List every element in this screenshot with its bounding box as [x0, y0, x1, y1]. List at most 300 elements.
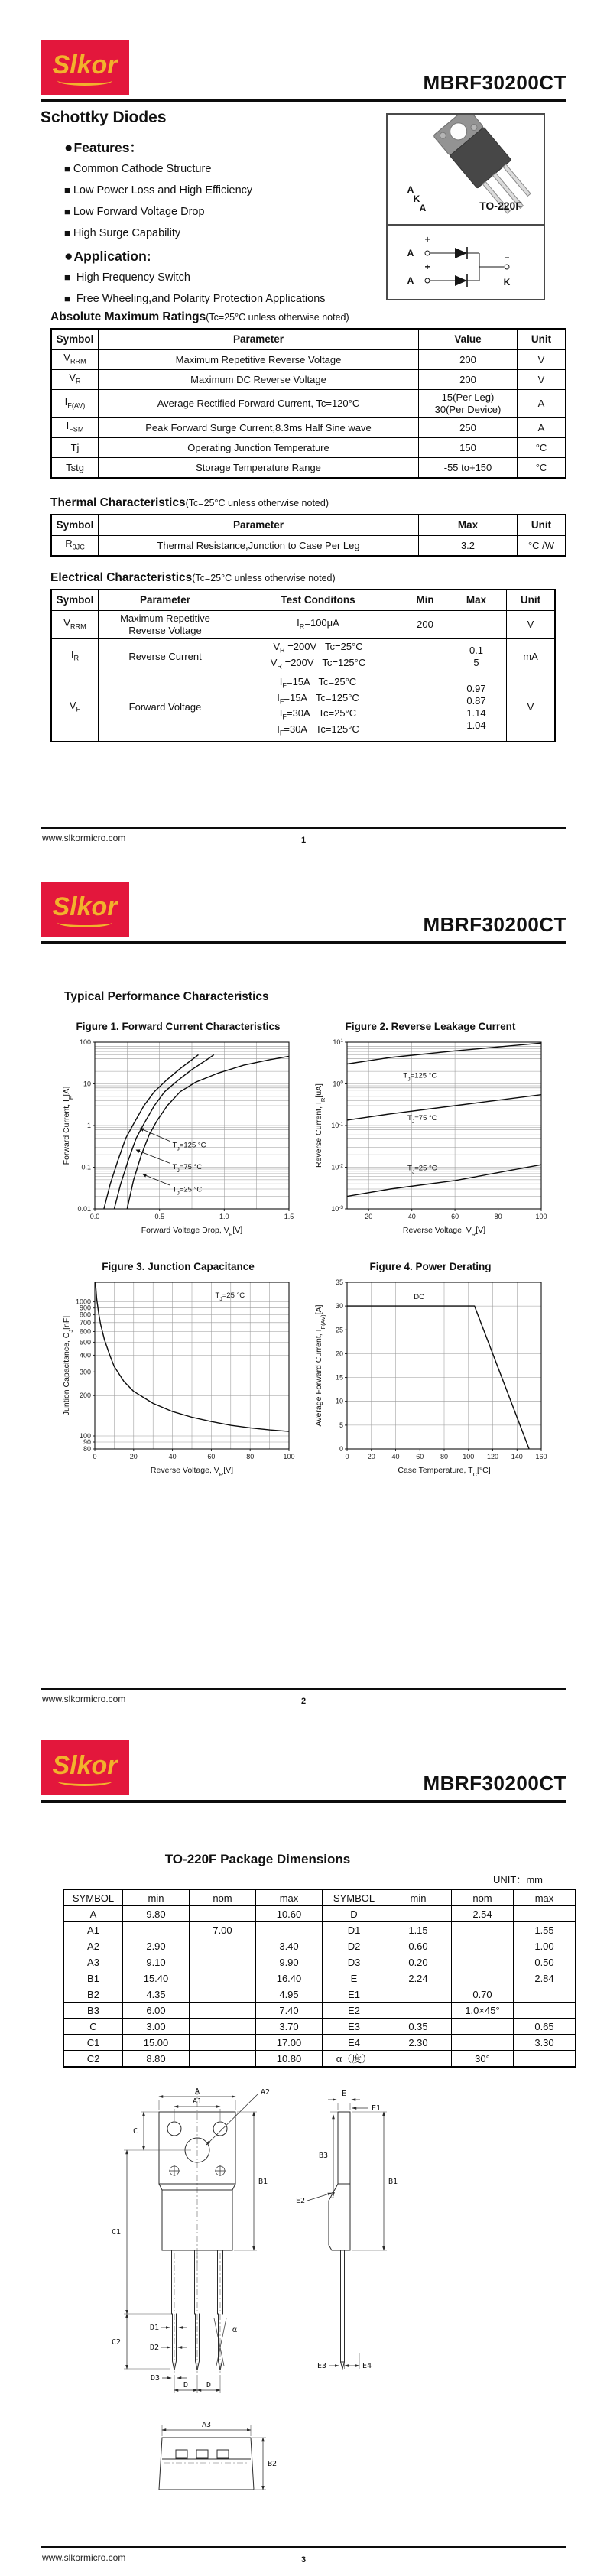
cell: °C /W	[518, 536, 566, 557]
figure-3-chart	[60, 1276, 297, 1476]
dim-label: E	[341, 2090, 347, 2098]
cell	[452, 1970, 514, 1986]
dim-label: D1	[149, 2324, 159, 2332]
datasheet-page-1	[0, 0, 607, 859]
feature-text: Common Cathode Structure	[73, 163, 212, 175]
table-row	[51, 390, 566, 418]
cell	[190, 1938, 256, 1954]
svg-text:30: 30	[335, 1302, 343, 1311]
application-heading	[64, 249, 378, 265]
list-item	[64, 163, 378, 175]
cell	[190, 1906, 256, 1922]
cell: 2.84	[514, 1970, 576, 1986]
dim-label: E3	[316, 2362, 326, 2370]
features-heading	[64, 138, 378, 157]
cell: 0.20	[385, 1954, 452, 1970]
cell: B1	[63, 1970, 123, 1986]
cell: 17.00	[256, 2035, 323, 2051]
cell: 1.0×45°	[452, 2003, 514, 2019]
cell: Tstg	[51, 458, 99, 479]
table-row	[51, 458, 566, 479]
cell: α（度）	[323, 2051, 385, 2068]
column-header: min	[385, 1889, 452, 1906]
header-row	[51, 590, 555, 611]
list-item	[64, 206, 378, 218]
cell	[452, 2019, 514, 2035]
cell	[190, 2019, 256, 2035]
header-rule	[41, 941, 566, 944]
svg-text:Case Temperature, TC[°C]: Case Temperature, $T_C[^\circ C]$	[398, 1466, 491, 1476]
cell	[256, 1922, 323, 1938]
svg-text:20: 20	[335, 1350, 343, 1358]
svg-text:Reverse Current, IR[uA]: Reverse Current, $I_R[uA]$	[314, 1083, 326, 1168]
cell: 8.80	[123, 2051, 190, 2068]
bullet-square-icon: ■	[64, 206, 70, 217]
package-outline-drawing	[69, 2084, 543, 2503]
figure-3-title: Figure 3. Junction Capacitance	[102, 1261, 255, 1272]
svg-text:80: 80	[246, 1453, 255, 1460]
cell: $I_R$	[51, 639, 99, 674]
svg-text:TJ=75 °C: $T_J=75$ °C	[407, 1113, 437, 1125]
page-header	[41, 1740, 566, 1803]
cell: E2	[323, 2003, 385, 2019]
cell: A2	[63, 1938, 123, 1954]
cell	[190, 1970, 256, 1986]
cell: 10.80	[256, 2051, 323, 2068]
dimensions-table	[63, 1889, 576, 2068]
cell	[385, 2051, 452, 2068]
cell	[190, 2051, 256, 2068]
cell: $V_{RRM}$	[51, 611, 99, 639]
thermal-table	[50, 514, 566, 557]
column-header: Symbol	[51, 515, 99, 536]
cell: Operating Junction Temperature	[99, 438, 419, 458]
cell: Tj	[51, 438, 99, 458]
figure-1-title: Figure 1. Forward Current Characteristics	[76, 1021, 281, 1032]
cell	[385, 1906, 452, 1922]
svg-text:10-3: $10^{-3}$	[331, 1204, 343, 1213]
cell	[452, 1922, 514, 1938]
cell: V	[518, 370, 566, 390]
cell	[123, 1922, 190, 1938]
dim-label: α	[232, 2326, 238, 2334]
svg-text:10-2: $10^{-2}$	[331, 1163, 343, 1171]
cell: B2	[63, 1986, 123, 2003]
table-row	[63, 1954, 576, 1970]
cathode-label: K	[503, 277, 511, 287]
package-panel	[386, 113, 545, 300]
svg-text:20: 20	[129, 1453, 138, 1460]
svg-text:TJ=75 °C: $T_J=75$ °C	[172, 1163, 203, 1174]
page-header	[41, 40, 566, 102]
dim-label: D	[206, 2381, 212, 2389]
cell: A	[518, 390, 566, 418]
dim-label: E1	[372, 2104, 381, 2113]
cell	[190, 2003, 256, 2019]
svg-text:80: 80	[440, 1453, 449, 1460]
svg-text:100: $10^0$	[333, 1080, 343, 1088]
svg-text:Average Forward Current, IF(AV: Average Forward Current, $I_{F(AV)}[A]$	[314, 1304, 326, 1427]
dim-label: B3	[318, 2152, 328, 2160]
cell: 250	[419, 418, 518, 438]
cell: $V_R =200V$ Tc=25°C $V_R =200V$ Tc=125°C	[232, 639, 404, 674]
package-dimensions-heading: TO-220F Package Dimensions	[164, 1852, 351, 1866]
figure-2-chart	[312, 1036, 549, 1236]
table-row	[63, 1938, 576, 1954]
cell: Maximum DC Reverse Voltage	[99, 370, 419, 390]
footer-rule	[41, 1688, 566, 1690]
cell	[385, 1986, 452, 2003]
cell: A1	[63, 1922, 123, 1938]
cell: Maximum Repetitive Reverse Voltage	[99, 350, 419, 370]
table-row	[63, 1922, 576, 1938]
cell: D1	[323, 1922, 385, 1938]
svg-text:10-1: $10^{-1}$	[331, 1121, 343, 1129]
cell: °C	[518, 458, 566, 479]
svg-text:Juntion Capacitance, CJ[nF]: Juntion Capacitance, $C_J[nF]$	[62, 1315, 74, 1416]
cell	[190, 1986, 256, 2003]
column-header: Symbol	[51, 590, 99, 611]
bullet-square-icon: ■	[64, 227, 70, 239]
table-row	[63, 2051, 576, 2068]
header-row	[51, 329, 566, 350]
cell: Thermal Resistance,Junction to Case Per Leg	[99, 536, 419, 557]
cell: 1.55	[514, 1922, 576, 1938]
cell: 0.60	[385, 1938, 452, 1954]
cell: V	[518, 350, 566, 370]
svg-text:Reverse Voltage, VR[V]: Reverse Voltage, $V_R[V]$	[402, 1226, 486, 1236]
column-header: Symbol	[51, 329, 99, 350]
cell: Forward Voltage	[99, 674, 232, 742]
dim-label: D2	[149, 2344, 159, 2352]
cell: 15.00	[123, 2035, 190, 2051]
cell	[446, 611, 507, 639]
table-row	[63, 1906, 576, 1922]
column-header: Min	[404, 590, 446, 611]
cell: -55 to+150	[419, 458, 518, 479]
column-header: SYMBOL	[63, 1889, 123, 1906]
svg-text:80: 80	[83, 1445, 91, 1453]
list-item	[64, 293, 378, 305]
pin-label-anode: A	[419, 203, 427, 213]
pin-label-cathode: K	[413, 193, 420, 204]
cell: E	[323, 1970, 385, 1986]
header-rule	[41, 1800, 566, 1803]
column-header: max	[514, 1889, 576, 1906]
part-number: MBRF30200CT	[423, 913, 566, 936]
figure-4-chart	[312, 1276, 549, 1476]
cell: E4	[323, 2035, 385, 2051]
table-row	[63, 2019, 576, 2035]
slkor-logo	[41, 40, 129, 95]
datasheet-page-3	[0, 1717, 607, 2576]
cell: 3.30	[514, 2035, 576, 2051]
svg-text:Forward Voltage Drop, VF[V]: Forward Voltage Drop, $V_F[V]$	[141, 1226, 243, 1236]
dim-label: E4	[362, 2362, 372, 2370]
svg-text:500: 500	[79, 1338, 91, 1346]
list-item	[64, 271, 378, 284]
svg-text:25: 25	[335, 1326, 343, 1334]
table-row	[51, 418, 566, 438]
slkor-logo	[41, 1740, 129, 1795]
cell: $I_{FSM}$	[51, 418, 99, 438]
thermal-title	[50, 496, 329, 510]
cell: 1.00	[514, 1938, 576, 1954]
svg-text:TJ=25 °C: $T_J=25$ °C	[407, 1164, 437, 1174]
cell	[452, 2035, 514, 2051]
cell: 4.95	[256, 1986, 323, 2003]
cell: E3	[323, 2019, 385, 2035]
table-row	[51, 674, 555, 742]
cell: C2	[63, 2051, 123, 2068]
abs-max-title	[50, 310, 349, 324]
svg-text:0: 0	[345, 1453, 349, 1460]
svg-text:10: 10	[335, 1397, 343, 1405]
column-header: Unit	[518, 515, 566, 536]
cell: Storage Temperature Range	[99, 458, 419, 479]
cell: 3.40	[256, 1938, 323, 1954]
package-name: TO-220F	[479, 200, 522, 212]
package-illustration	[388, 115, 544, 226]
cell: Average Rectified Forward Current, Tc=120°C	[99, 390, 419, 418]
svg-text:300: 300	[79, 1368, 91, 1376]
page-footer	[41, 1688, 566, 1710]
svg-text:1.5: 1.5	[284, 1213, 294, 1220]
svg-text:40: 40	[168, 1453, 177, 1460]
cell: 0.70	[452, 1986, 514, 2003]
minus-sign: −	[504, 252, 510, 263]
cell: 6.00	[123, 2003, 190, 2019]
cell: C	[63, 2019, 123, 2035]
figure-4-title: Figure 4. Power Derating	[369, 1261, 492, 1272]
svg-text:100: 100	[535, 1213, 547, 1220]
column-header: nom	[452, 1889, 514, 1906]
cell: mA	[507, 639, 556, 674]
website-link[interactable]: www.slkormicro.com	[42, 1694, 126, 1704]
cell	[452, 1938, 514, 1954]
section-condition: (Tc=25°C unless otherwise noted)	[192, 573, 336, 583]
logo-swoosh-icon	[57, 918, 112, 927]
section-title-text: Thermal Characteristics	[50, 496, 186, 509]
cell	[404, 639, 446, 674]
list-item	[64, 227, 378, 239]
header-row	[51, 515, 566, 536]
cell: 0.1 5	[446, 639, 507, 674]
column-header: Max	[419, 515, 518, 536]
cell: 9.80	[123, 1906, 190, 1922]
column-header: Parameter	[99, 329, 419, 350]
bullet-circle-icon: ●	[64, 249, 73, 265]
cell	[514, 1986, 576, 2003]
page-number: 1	[300, 836, 307, 845]
cell	[404, 674, 446, 742]
svg-text:101: $10^1$	[333, 1038, 343, 1046]
dual-diode-schematic	[388, 226, 544, 296]
svg-text:20: 20	[367, 1453, 375, 1460]
column-header: Max	[446, 590, 507, 611]
logo-text: Slkor	[52, 50, 118, 80]
website-link[interactable]: www.slkormicro.com	[42, 2552, 126, 2563]
cell: $R_{\theta JC}$	[51, 536, 99, 557]
to220f-package-image	[388, 115, 544, 223]
cell: D	[323, 1906, 385, 1922]
cell: C1	[63, 2035, 123, 2051]
cell: 2.54	[452, 1906, 514, 1922]
figure-1-chart	[60, 1036, 297, 1236]
cell: A3	[63, 1954, 123, 1970]
electrical-table	[50, 589, 556, 742]
bullet-square-icon: ■	[64, 184, 70, 196]
cell	[385, 2003, 452, 2019]
svg-text:TJ=25 °C: $T_J=25$ °C	[172, 1185, 203, 1196]
cell: Peak Forward Surge Current,8.3ms Half Sine wave	[99, 418, 419, 438]
feature-text: High Surge Capability	[73, 227, 181, 239]
cell: D3	[323, 1954, 385, 1970]
table-row	[63, 1970, 576, 1986]
dim-label: D	[183, 2381, 189, 2389]
datasheet-page-2	[0, 859, 607, 1717]
cell: 200	[419, 370, 518, 390]
cell: Reverse Current	[99, 639, 232, 674]
svg-text:Reverse Voltage, VR[V]: Reverse Voltage, $V_R[V]$	[150, 1466, 234, 1476]
svg-text:100: 100	[463, 1453, 475, 1460]
cell	[514, 2051, 576, 2068]
svg-text:100: 100	[79, 1038, 91, 1046]
svg-text:0.1: 0.1	[81, 1163, 91, 1171]
website-link[interactable]: www.slkormicro.com	[42, 833, 126, 843]
svg-text:15: 15	[335, 1373, 343, 1382]
cell: 2.30	[385, 2035, 452, 2051]
svg-text:200: 200	[79, 1392, 91, 1400]
cell: 1.15	[385, 1922, 452, 1938]
cell: 7.40	[256, 2003, 323, 2019]
svg-text:0: 0	[93, 1453, 97, 1460]
svg-text:60: 60	[451, 1213, 459, 1220]
dim-label: A	[194, 2087, 200, 2096]
cell: $V_R$	[51, 370, 99, 390]
svg-text:0.0: 0.0	[89, 1213, 100, 1220]
svg-text:140: 140	[511, 1453, 523, 1460]
cell	[452, 1954, 514, 1970]
cell: 2.90	[123, 1938, 190, 1954]
dim-label: C	[132, 2127, 138, 2136]
svg-text:160: 160	[535, 1453, 547, 1460]
svg-text:60: 60	[207, 1453, 216, 1460]
section-title-text: Absolute Maximum Ratings	[50, 310, 206, 323]
footer-rule	[41, 2546, 566, 2548]
svg-text:20: 20	[365, 1213, 373, 1220]
cell: 10.60	[256, 1906, 323, 1922]
column-header: Unit	[518, 329, 566, 350]
svg-text:10: 10	[83, 1080, 91, 1088]
anode-label: A	[407, 248, 414, 258]
cell	[514, 1906, 576, 1922]
cell: V	[507, 674, 556, 742]
application-text: Free Wheeling,and Polarity Protection Applications	[76, 293, 326, 305]
column-header: Parameter	[99, 590, 232, 611]
cell: 200	[419, 350, 518, 370]
dim-label: E2	[295, 2197, 305, 2205]
bullet-square-icon: ■	[64, 271, 70, 283]
svg-text:35: 35	[335, 1278, 343, 1286]
cell	[190, 1954, 256, 1970]
dim-label: A3	[201, 2421, 212, 2429]
dim-label: D3	[150, 2374, 160, 2383]
part-number: MBRF30200CT	[423, 1772, 566, 1795]
column-header: SYMBOL	[323, 1889, 385, 1906]
svg-text:100: 100	[283, 1453, 295, 1460]
cell: E1	[323, 1986, 385, 2003]
unit-note: UNIT：mm	[493, 1874, 543, 1886]
footer-rule	[41, 827, 566, 829]
logo-text: Slkor	[52, 892, 118, 921]
bullet-square-icon: ■	[64, 293, 70, 304]
schematic-panel	[388, 226, 544, 299]
header-rule	[41, 99, 566, 102]
cell: 30°	[452, 2051, 514, 2068]
svg-text:900: 900	[79, 1304, 91, 1312]
cell: $V_{RRM}$	[51, 350, 99, 370]
slkor-logo	[41, 882, 129, 937]
cell: 9.10	[123, 1954, 190, 1970]
svg-text:TJ=125 °C: $T_J=125$ °C	[172, 1141, 206, 1152]
section-condition: (Tc=25°C unless otherwise noted)	[185, 498, 329, 508]
cell: 0.97 0.87 1.14 1.04	[446, 674, 507, 742]
cell: 7.00	[190, 1922, 256, 1938]
table-row	[63, 1986, 576, 2003]
table-row	[51, 438, 566, 458]
svg-text:0.01: 0.01	[77, 1205, 91, 1213]
logo-swoosh-icon	[57, 76, 112, 86]
cell: °C	[518, 438, 566, 458]
cell: 2.24	[385, 1970, 452, 1986]
cell: $I_{F(AV)}$	[51, 390, 99, 418]
dim-label: B1	[388, 2178, 398, 2186]
bullet-circle-icon: ●	[64, 140, 73, 156]
svg-text:0.5: 0.5	[154, 1213, 164, 1220]
cell: 0.35	[385, 2019, 452, 2035]
application-heading-text: Application:	[73, 249, 151, 264]
cell: B3	[63, 2003, 123, 2019]
cell: $I_F=15A$ Tc=25°C $I_F=15A$ Tc=125°C $I_F=30A$ Tc=25°C $I_F=30A$ Tc=125°C	[232, 674, 404, 742]
svg-text:120: 120	[486, 1453, 499, 1460]
svg-text:1000: 1000	[75, 1298, 91, 1306]
svg-text:TJ=25 °C: $T_J=25$ °C	[215, 1291, 245, 1302]
column-header: Unit	[507, 590, 556, 611]
table-row	[51, 370, 566, 390]
application-text: High Frequency Switch	[76, 271, 190, 284]
cell: 4.35	[123, 1986, 190, 2003]
svg-text:800: 800	[79, 1311, 91, 1319]
column-header: Parameter	[99, 515, 419, 536]
svg-text:600: 600	[79, 1327, 91, 1336]
svg-text:90: 90	[83, 1438, 91, 1446]
svg-text:80: 80	[494, 1213, 502, 1220]
cell: $V_F$	[51, 674, 99, 742]
logo-swoosh-icon	[57, 1776, 112, 1786]
cell: A	[518, 418, 566, 438]
section-condition: (Tc=25°C unless otherwise noted)	[206, 312, 349, 323]
cell: 0.65	[514, 2019, 576, 2035]
svg-text:DC: DC	[414, 1292, 425, 1301]
table-row	[51, 611, 555, 639]
cell: D2	[323, 1938, 385, 1954]
part-number: MBRF30200CT	[423, 71, 566, 94]
performance-heading: Typical Performance Characteristics	[64, 990, 269, 1003]
section-title-text: Electrical Characteristics	[50, 571, 193, 584]
cell: 15(Per Leg) 30(Per Device)	[419, 390, 518, 418]
plus-sign: +	[424, 234, 430, 245]
